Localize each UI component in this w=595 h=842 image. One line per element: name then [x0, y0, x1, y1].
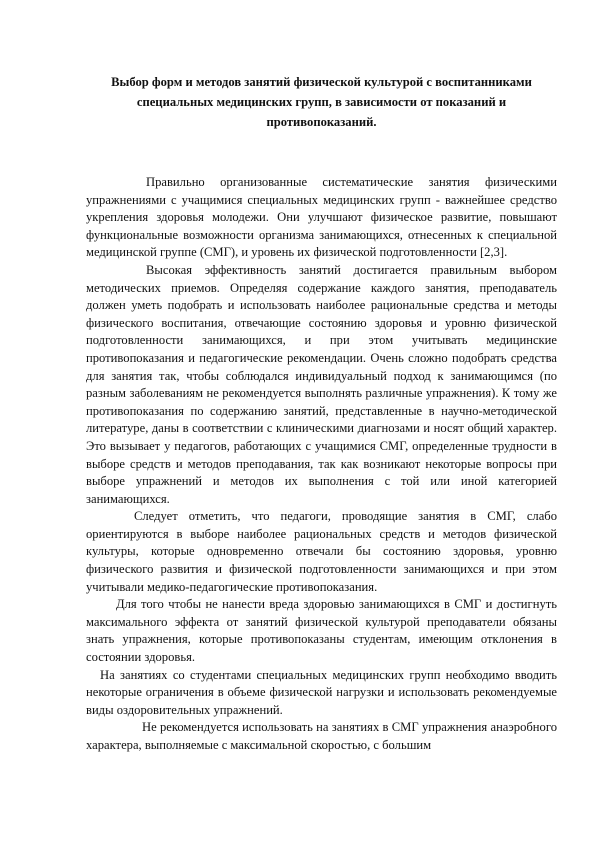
title-line-2: специальных медицинских групп, в зависимости от показаний и: [136, 95, 507, 109]
paragraph-2: Высокая эффективность занятий достигается правильным выбором методических приемов. Определяя содержание каждого занятия, преподаватель должен уметь подобрать и использовать наиболее рациональные средства и методы физического воспитания, отвечающие состоянию здоровья и уровню физической подготовленности занимающихся, и при этом учитывать медицинские противопоказания и педагогические рекомендации. Очень сложно подобрать средства для занятия так, чтобы соблюдался индивидуальный подход к занимающимся (по разным заболеваниям не рекомендуется выполнять различные упражнения). К тому же противопоказания по содержанию занятий, представленные в научно-методической литературе, даны в соответствии с клиническими диагнозами и носят общий характер. Это вызывает у педагогов, работающих с учащимися СМГ, определенные трудности в выборе средств и методов преподавания, так как возникают некоторые вопросы при выборе упражнений и методов их выполнения с той или иной категорией занимающихся.: [86, 262, 557, 506]
paragraph-5: На занятиях со студентами специальных медицинских групп необходимо вводить некоторые ограничения в объеме физической нагрузки и использовать рекомендуемые виды оздоровительных упражнений.: [86, 667, 557, 717]
title-line-1: Выбор форм и методов занятий физической культурой с воспитанниками: [111, 75, 532, 89]
title-line-3: противопоказаний.: [266, 115, 377, 129]
document-body: [86, 174, 557, 755]
paragraph-4: Для того чтобы не нанести вреда здоровью занимающихся в СМГ и достигнуть максимального эффекта от занятий физической культурой преподаватели обязаны знать упражнения, которые противопоказаны студентам, имеющим отклонения в состоянии здоровья.: [86, 597, 557, 665]
document-title: [86, 72, 557, 132]
paragraph-6: Не рекомендуется использовать на занятиях в СМГ упражнения анаэробного характера, выполняемые с максимальной скоростью, с большим: [86, 720, 557, 752]
paragraph-3: Следует отметить, что педагоги, проводящие занятия в СМГ, слабо ориентируются в выборе наиболее рациональных средств и методов физической культуры, которые одновременно отвечали бы состоянию здоровья, уровню физического развития и физической подготовленности занимающихся и при этом учитывали медико-педагогические противопоказания.: [86, 509, 557, 594]
paragraph-1: Правильно организованные систематические занятия физическими упражнениями с учащимися специальных медицинских групп - важнейшее средство укрепления здоровья молодежи. Они улучшают физическое развитие, повышают функциональные возможности организма занимающихся, отнесенных к специальной медицинской группе (СМГ), и уровень их физической подготовленности [2,3].: [86, 175, 557, 260]
